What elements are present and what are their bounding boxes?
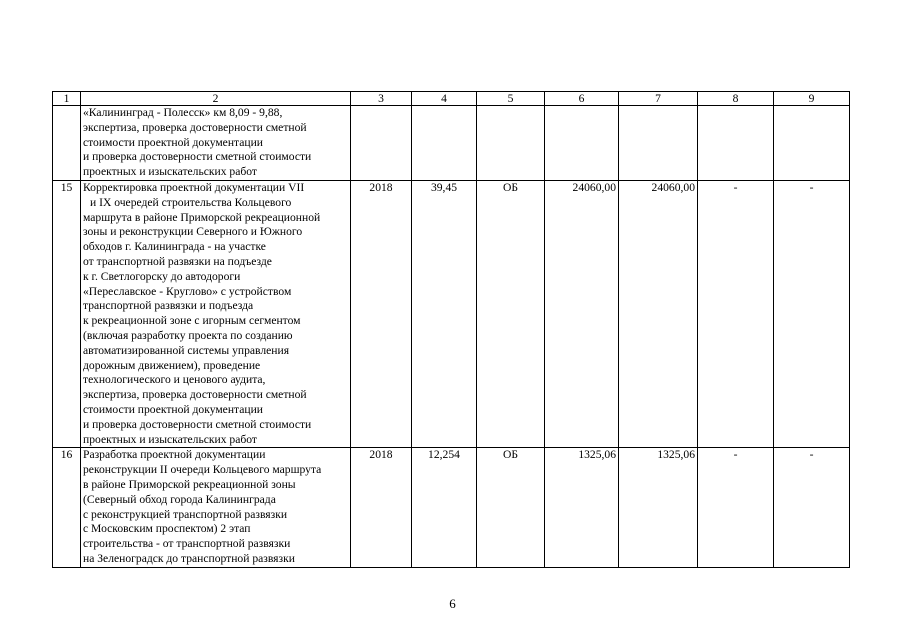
row-amount: 12,254 [412,448,477,567]
header-cell: 5 [477,92,545,106]
desc-line: технологического и ценового аудита, [83,373,266,387]
table-row [53,180,850,447]
desc-line: «Калининград - Полесск» км 8,09 - 9,88, [83,106,283,119]
desc-line: с Московским проспектом) 2 этап [83,522,251,536]
budget-table [52,91,850,568]
header-cell: 1 [53,92,81,106]
desc-line: к рекреационной зоне с игорным сегментом [83,314,301,328]
row-description [81,106,351,181]
desc-line: проектных и изыскательских работ [83,165,257,179]
page-number: 6 [449,596,456,611]
desc-line: проектных и изыскательских работ [83,432,257,446]
desc-line: автоматизированной системы управления [83,343,290,357]
table-row [53,106,850,181]
desc-line: и IX очередей строительства Кольцевого [90,195,292,209]
header-cell: 4 [412,92,477,106]
desc-line: стоимости проектной документации [83,402,263,416]
row-col9: - [774,448,850,567]
header-cell: 2 [81,92,351,106]
desc-line: строительства - от транспортной развязки [83,537,291,551]
row-year: 2018 [351,448,412,567]
header-cell: 6 [545,92,619,106]
row-col8: - [698,448,774,567]
desc-line: маршрута в районе Приморской рекреационной [83,210,321,224]
row-number [53,106,81,181]
row-year: 2018 [351,180,412,447]
desc-line: зоны и реконструкции Северного и Южного [83,225,303,239]
row-cost: 1325,06 [545,448,619,567]
desc-line: экспертиза, проверка достоверности сметной [83,120,307,134]
desc-line: (Северный обход города Калининграда [83,492,276,506]
row-cost [545,106,619,181]
desc-line: дорожным движением), проведение [83,358,261,372]
desc-line: экспертиза, проверка достоверности сметной [83,388,307,402]
header-cell: 3 [351,92,412,106]
desc-line: на Зеленоградск до транспортной развязки [83,551,295,565]
row-source: ОБ [477,180,545,447]
header-cell: 9 [774,92,850,106]
row-number: 16 [53,448,81,567]
row-col8 [698,106,774,181]
desc-line: реконструкции II очереди Кольцевого маршрута [83,463,322,477]
row-cost: 24060,00 [545,180,619,447]
header-row [53,92,850,106]
row-description [81,180,351,447]
row-source: ОБ [477,448,545,567]
row-col9 [774,106,850,181]
table-row [53,448,850,567]
row-amount: 39,45 [412,180,477,447]
desc-line: Корректировка проектной документации VII [83,180,305,194]
desc-line: (включая разработку проекта по созданию [83,328,293,342]
desc-line: транспортной развязки и подъезда [83,299,254,313]
row-amount [412,106,477,181]
header-cell: 7 [619,92,698,106]
desc-line: от транспортной развязки на подъезде [83,254,272,268]
row-source [477,106,545,181]
desc-line: в районе Приморской рекреационной зоны [83,477,296,491]
row-number: 15 [53,180,81,447]
desc-line: и проверка достоверности сметной стоимости [83,150,312,164]
desc-line: обходов г. Калининграда - на участке [83,240,266,254]
desc-line: и проверка достоверности сметной стоимости [83,417,312,431]
row-total: 1325,06 [619,448,698,567]
row-col9: - [774,180,850,447]
row-total: 24060,00 [619,180,698,447]
desc-line: Разработка проектной документации [83,448,266,462]
desc-line: с реконструкцией транспортной развязки [83,507,288,521]
desc-line: к г. Светлогорску до автодороги [83,269,241,283]
row-description [81,448,351,567]
row-year [351,106,412,181]
header-cell: 8 [698,92,774,106]
desc-line: «Переславское - Круглово» с устройством [83,284,292,298]
row-col8: - [698,180,774,447]
row-total [619,106,698,181]
desc-line: стоимости проектной документации [83,135,263,149]
